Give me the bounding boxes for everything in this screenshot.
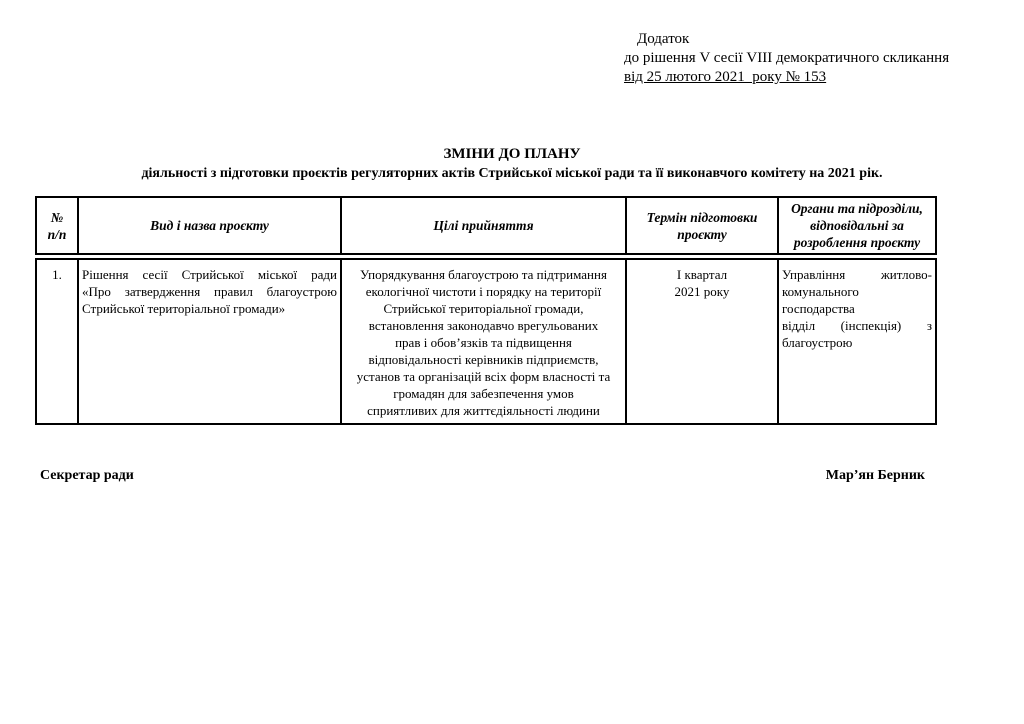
annex-title: Додаток: [637, 31, 690, 47]
term-cell: І квартал 2021 року: [626, 257, 778, 425]
signature-role: Секретар ради: [40, 468, 134, 483]
regulatory-plan-table: [35, 196, 937, 425]
page-title: ЗМІНИ ДО ПЛАНУ: [443, 146, 581, 162]
col-header-term: Термін підготовки проєкту: [626, 197, 778, 257]
page-subtitle: діяльності з підготовки проєктів регуляторних актів Стрийської міської ради та її виконавчого комітету на 2021 рік.: [141, 166, 883, 181]
col-header-project: Вид і назва проєкту: [78, 197, 341, 257]
signature-row: [40, 468, 925, 484]
col-header-number: № п/п: [36, 197, 78, 257]
col-header-goals: Цілі прийняття: [341, 197, 626, 257]
signature-name: Мар’ян Берник: [825, 468, 925, 483]
row-number-cell: 1.: [36, 257, 78, 425]
table-header-row: [36, 197, 936, 257]
project-name-cell: Рішення сесії Стрийської міської ради «Про затвердження правил благоустрою Стрийської територіальної громади»: [78, 257, 341, 425]
table-row: [36, 257, 936, 425]
responsible-body-cell: Управління житлово- комунального господарства відділ (інспекція) з благоустрою: [778, 257, 936, 425]
col-header-responsible: Органи та підрозділи, відповідальні за розроблення проєкту: [778, 197, 936, 257]
annex-block: [624, 30, 949, 87]
goals-cell: Упорядкування благоустрою та підтримання екологічної чистоти і порядку на території Стрийської територіальної громади, встановлення законодавчо врегульованих прав і обов’язків та підвищення відповідальності керівників підприємств, установ та організацій всіх форм власності та громадян для забезпечення умов сприятливих для життєдіяльності людини: [341, 257, 626, 425]
annex-decision-ref: до рішення V сесії VIII демократичного скликання: [624, 50, 950, 66]
annex-date-number: від 25 лютого 2021 року № 153: [624, 69, 827, 85]
